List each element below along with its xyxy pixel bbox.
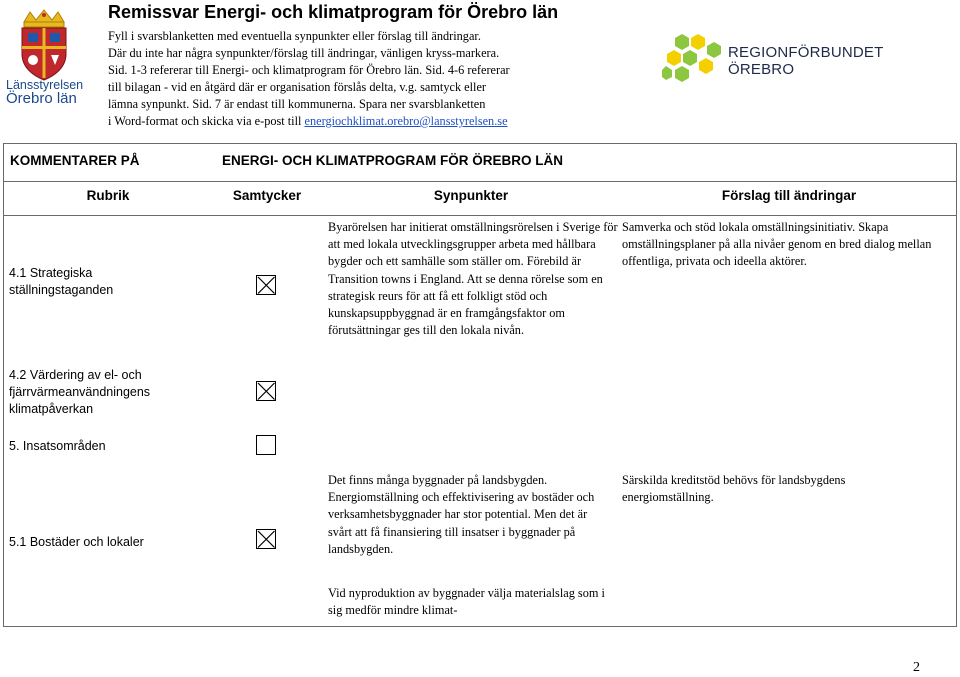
column-header-samtycker: Samtycker [232,188,302,203]
instruction-line-email [108,113,548,130]
row-label-4-1: 4.1 Strategiska ställningstaganden [9,266,114,297]
logo-left-line2: Örebro län [6,90,77,107]
regionforbundet-logo [662,32,728,84]
comment-table [3,143,957,627]
column-header-forslag: Förslag till ändringar [721,188,857,203]
row-label-4-2: 4.2 Värdering av el- och fjärrvärmeanvändningens klimatpåverkan [9,368,151,416]
table-border [3,143,4,627]
instruction-line: Fyll i svarsblanketten med eventuella synpunkter eller förslag till ändringar. [108,29,481,43]
lansstyrelsen-caption [6,78,86,106]
email-link[interactable]: energiochklimat.orebro@lansstyrelsen.se [304,114,508,128]
consent-checkbox-4-1[interactable] [256,275,276,295]
checkmark-x-icon [257,530,277,550]
instructions [108,28,548,130]
logo-right-line2: ÖREBRO [728,61,795,78]
table-border [3,143,957,144]
synpunkter-5-1-continued: Vid nyproduktion av byggnader välja materialslag som i sig medför mindre klimat- [328,586,605,618]
instruction-line: Sid. 1-3 refererar till Energi- och klimatprogram för Örebro län. Sid. 4-6 refererar [108,63,510,77]
logo-left-line1: Länsstyrelsen [6,78,84,92]
forslag-5-1: Särskilda kreditstöd behövs för landsbygdens energiomställning. [622,473,846,505]
consent-checkbox-5-1[interactable] [256,529,276,549]
row-label-5: 5. Insatsområden [9,439,106,453]
page-title: Remissvar Energi- och klimatprogram för Örebro län [108,2,559,22]
coat-of-arms-icon [8,8,80,82]
instruction-line: till bilagan - vid en åtgärd där er organisation förslås delta, v.g. samtyck eller [108,80,487,94]
consent-checkbox-4-2[interactable] [256,381,276,401]
table-title-right: ENERGI- OCH KLIMATPROGRAM FÖR ÖREBRO LÄN [222,153,563,168]
instruction-line: Där du inte har några synpunkter/förslag till ändringar, vänligen kryss-markera. [108,46,500,60]
table-border [3,215,957,216]
page-number: 2 [913,660,920,675]
column-header-rubrik: Rubrik [86,188,130,203]
forslag-4-1: Samverka och stöd lokala omställningsinitiativ. Skapa omställningsplaner på alla nivåer genom en bred dialog mellan offentliga, privata och ideella aktörer. [622,220,932,269]
table-border [3,181,957,182]
row-label-5-1: 5.1 Bostäder och lokaler [9,535,144,549]
column-header-synpunkter: Synpunkter [433,188,509,203]
checkmark-x-icon [257,382,277,402]
synpunkter-5-1: Det finns många byggnader på landsbygden. Energiomställning och effektivisering av bostäder och verksamhetsbyggnader har stor potential. Men det är svårt att få finansiering till insatser i byggnader på landsbygden. [328,473,595,556]
table-border [3,626,957,627]
hexagon-cluster-icon [662,32,728,84]
consent-checkbox-5[interactable] [256,435,276,455]
checkmark-x-icon [257,276,277,296]
table-border [956,143,957,627]
table-title-left: KOMMENTARER PÅ [10,153,140,168]
logo-right-line1: REGIONFÖRBUNDET [728,44,884,61]
synpunkter-4-1: Byarörelsen har initierat omställningsrörelsen i Sverige för att med lokala utvecklingsgrupper arbeta med hållbara bygder och ett samhälle som ställer om. Förebild är Transition towns i England. Att se denna rörelse som en strategisk reurs för att få ett folkligt stöd och kunskapsuppbyggnad är en framgångsfaktor om förutsättningar ges till den lokala nivån. [328,220,618,338]
regionforbundet-wordmark [728,44,884,78]
instruction-line: lämna synpunkt. Sid. 7 är endast till kommunerna. Spara ner svarsblanketten [108,97,486,111]
instruction-line: i Word-format och skicka via e-post till [108,114,305,128]
